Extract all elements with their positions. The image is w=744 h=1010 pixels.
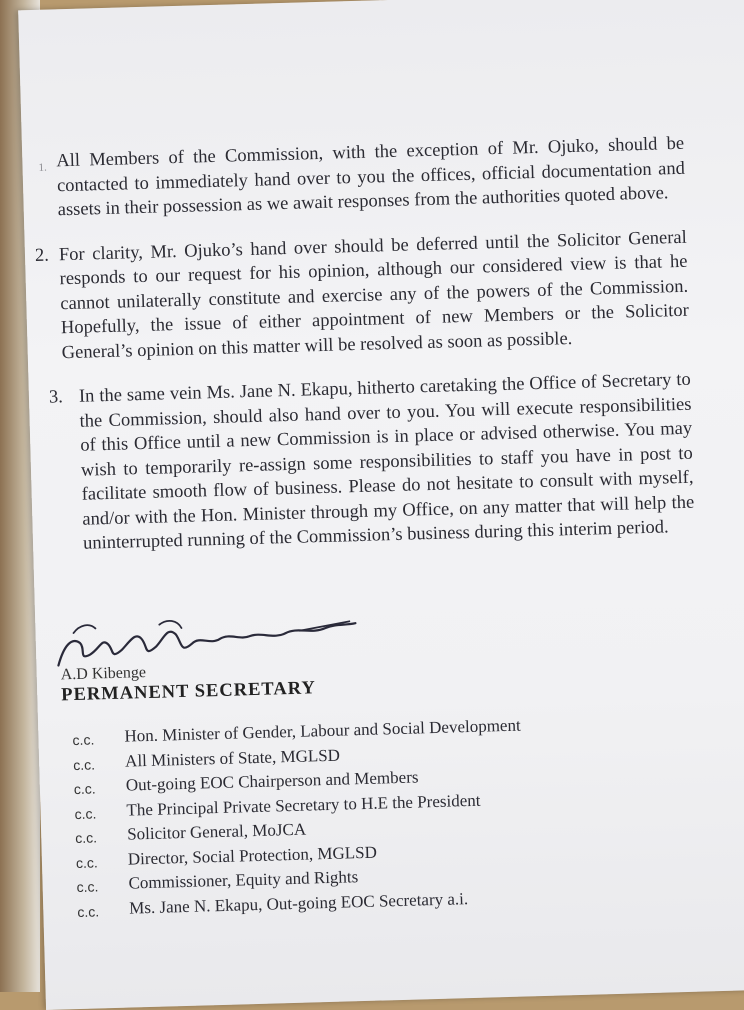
paragraph-1 [34, 132, 686, 224]
cc-recipient: All Ministers of State, MGLSD [124, 745, 341, 771]
signatory-name: A.D Kibenge [60, 663, 147, 683]
cc-recipient: Hon. Minister of Gender, Labour and Social Development [124, 715, 521, 746]
paragraph-text: All Members of the Commission, with the exception of Mr. Ojuko, should be contacted to immediately hand over to you the offices, official documentation and assets in their possession as we await responses from the authorities quoted above. [56, 133, 686, 221]
cc-list [72, 710, 705, 923]
letter-page [18, 0, 744, 1010]
cc-tag: c.c. [73, 780, 96, 798]
paragraph-number: 1. [38, 161, 47, 174]
paragraph-text: For clarity, Mr. Ojuko’s hand over should be deferred until the Solicitor General responds to our request for his opinion, although our considered view is that he cannot unilaterally constitute and exercise any of the powers of the Commission. Hopefully, the issue of either appointment of new Members or the Solicitor General’s opinion on this matter will be resolved as soon as possible. [58, 227, 690, 363]
cc-tag: c.c. [77, 902, 100, 920]
cc-recipient: The Principal Private Secretary to H.E the President [126, 790, 481, 820]
cc-recipient: Solicitor General, MoJCA [126, 819, 307, 844]
cc-tag: c.c. [75, 829, 98, 847]
cc-recipient: Commissioner, Equity and Rights [128, 867, 359, 893]
cc-recipient: Director, Social Protection, MGLSD [127, 842, 378, 869]
cc-recipient: Ms. Jane N. Ekapu, Out-going EOC Secretary a.i. [128, 888, 469, 918]
cc-tag: c.c. [76, 878, 99, 896]
paragraph-number: 3. [48, 387, 64, 408]
signatory-title: PERMANENT SECRETARY [60, 677, 317, 705]
paragraph-3 [41, 368, 696, 558]
cc-tag: c.c. [75, 853, 98, 871]
cc-tag: c.c. [73, 755, 96, 773]
cc-recipient: Out-going EOC Chairperson and Members [125, 767, 419, 795]
paragraph-number: 2. [34, 245, 50, 266]
cc-tag: c.c. [74, 804, 97, 822]
paragraph-2 [34, 225, 690, 366]
signature-block [49, 606, 371, 683]
paragraph-text: In the same vein Ms. Jane N. Ekapu, hitherto caretaking the Office of Secretary to the Commission, should also hand over to you. You will execute responsibilities of this Office until a new Commission is in place or advised otherwise. You may wish to temporarily re-assign some responsibilities to staff you have in post to facilitate smooth flow of business. Please do not hesitate to consult with myself, and/or with the Hon. Minister through my Office, on any matter that will help the uninterrupted running of the Commission’s business during this interim period. [78, 369, 695, 554]
cc-tag: c.c. [72, 731, 95, 749]
letter-body [34, 132, 705, 924]
